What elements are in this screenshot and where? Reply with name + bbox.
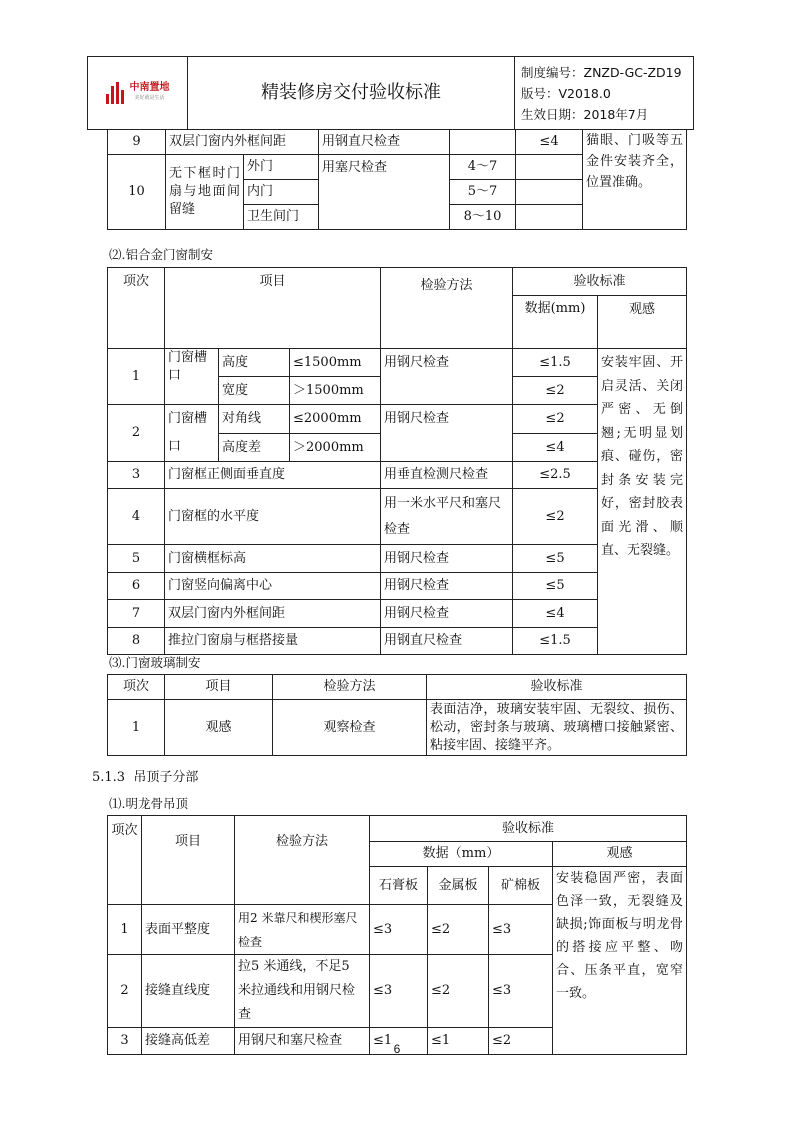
row-mineral: ≤2 [489,1028,553,1055]
header-no: 项次 [108,675,165,700]
row-sub-item: 宽度 [219,377,290,405]
page-number: 6 [393,1042,401,1056]
row-value: ≤4 [513,600,598,628]
row-item: 门窗框正侧面垂直度 [165,462,381,489]
row-item: 门窗竖向偏离中心 [165,573,381,600]
row-method: 用钢尺和塞尺检查 [235,1028,370,1055]
door-window-table-continued [107,129,687,230]
header-data: 数据（mm） [370,842,553,867]
row-sub-item: 对角线 [219,405,290,434]
row-standard: 表面洁净，玻璃安装牢固、无裂纹、损伤、松动，密封条与玻璃、玻璃槽口接触紧密、粘接牢固、接缝平齐。 [427,700,687,756]
row-method: 观察检查 [273,700,427,756]
row-method: 用垂直检测尺检查 [381,462,513,489]
row-item: 无下框时门扇与地面间留缝 [166,155,244,230]
section-caption: ⑵.铝合金门窗制安 [109,247,213,262]
effective-date: 生效日期：2018年7月 [521,106,649,122]
logo-mark-icon [106,82,126,104]
row-item: 门窗横框标高 [165,545,381,573]
header-method: 检验方法 [381,268,513,349]
header-no: 项次 [108,268,165,349]
section-caption: ⑶.门窗玻璃制安 [109,655,201,670]
header-item: 项目 [142,816,235,905]
window-glass-table [107,674,687,756]
row-no: 4 [108,489,165,545]
row-value: ≤4 [513,434,598,462]
company-logo [91,82,184,104]
row-no: 2 [108,955,142,1028]
row-method: 用钢尺检查 [381,405,513,462]
row-no: 5 [108,545,165,573]
row-method: 用钢直尺检查 [319,130,450,155]
row-metal: ≤1 [428,1028,489,1055]
document-header [87,56,694,130]
appearance-cell: 安装稳固严密，表面色泽一致，无裂缝及缺损;饰面板与明龙骨的搭接应平整、吻合、压条平直，宽窄一致。 [553,867,687,1055]
row-gypsum: ≤3 [370,955,428,1028]
row-value: ≤1.5 [513,628,598,655]
row-item: 观感 [165,700,273,756]
row-value: ≤4 [516,130,583,155]
row-value: 4～7 [450,155,516,180]
row-sub-item: 卫生间门 [244,205,319,230]
logo-cell [88,57,188,130]
row-gypsum: ≤3 [370,905,428,955]
ceiling-keel-table [107,815,687,1055]
appearance-cell: 安装牢固、开启灵活、关闭严密、无倒翘;无明显划痕、碰伤，密封条安装完好，密封胶表面光滑、顺直、无裂缝。 [598,349,687,655]
header-appearance: 观感 [553,842,687,867]
logo-slogan: 美好就是生活 [134,95,165,101]
appearance-cell: 猫眼、门吸等五金件安装齐全，位置准确。 [583,130,687,230]
row-condition: ＞2000mm [290,434,381,462]
row-method: 用一米水平尺和塞尺检查 [381,489,513,545]
header-standard: 验收标准 [513,268,687,296]
header-data: 数据(mm) [513,296,598,349]
header-gypsum: 石膏板 [370,867,428,905]
document-code: 制度编号：ZNZD-GC-ZD19 [521,64,682,80]
row-metal: ≤2 [428,955,489,1028]
row-no: 6 [108,573,165,600]
row-item: 双层门窗内外框间距 [166,130,319,155]
row-no: 2 [108,405,165,462]
header-method: 检验方法 [273,675,427,700]
header-standard: 验收标准 [427,675,687,700]
row-value: ≤5 [513,573,598,600]
row-value: ≤1.5 [513,349,598,377]
row-item: 接缝直线度 [142,955,235,1028]
row-item: 门窗槽口 [165,405,219,462]
row-item: 推拉门窗扇与框搭接量 [165,628,381,655]
row-value: 5～7 [450,180,516,205]
row-no: 1 [108,700,165,756]
row-value: ≤2.5 [513,462,598,489]
row-method: 用钢尺检查 [381,349,513,405]
document-title: 精装修房交付验收标准 [188,57,515,130]
row-method: 拉5 米通线，不足5 米拉通线和用钢尺检查 [235,955,370,1028]
row-mineral: ≤3 [489,905,553,955]
row-item: 双层门窗内外框间距 [165,600,381,628]
row-condition: ≤1500mm [290,349,381,377]
section-heading: 5.1.3 吊顶子分部 [92,770,199,785]
row-item: 门窗框的水平度 [165,489,381,545]
document-meta [515,57,694,130]
row-gypsum: ≤1 [370,1028,428,1055]
row-method: 用钢尺检查 [381,573,513,600]
row-method: 用2 米靠尺和楔形塞尺检查 [235,905,370,955]
row-metal: ≤2 [428,905,489,955]
row-no: 1 [108,349,165,405]
row-no: 10 [108,155,166,230]
row-value: ≤2 [513,377,598,405]
row-condition: ＞1500mm [290,377,381,405]
row-value: ≤2 [513,489,598,545]
row-sub-item: 内门 [244,180,319,205]
row-method: 用塞尺检查 [319,155,450,230]
row-value: 8～10 [450,205,516,230]
row-no: 9 [108,130,166,155]
section-caption: ⑴.明龙骨吊顶 [109,796,188,811]
document-version: 版号：V2018.0 [521,85,611,101]
header-metal: 金属板 [428,867,489,905]
row-item: 接缝高低差 [142,1028,235,1055]
row-value: ≤2 [513,405,598,434]
header-mineral: 矿棉板 [489,867,553,905]
row-condition: ≤2000mm [290,405,381,434]
logo-name: 中南置地 [129,82,170,93]
row-no: 3 [108,462,165,489]
header-item: 项目 [165,268,381,349]
row-sub-item: 外门 [244,155,319,180]
row-mineral: ≤3 [489,955,553,1028]
header-standard: 验收标准 [370,816,687,842]
row-no: 8 [108,628,165,655]
row-value: ≤5 [513,545,598,573]
row-no: 1 [108,905,142,955]
header-method: 检验方法 [235,816,370,905]
aluminum-window-table [107,267,687,655]
row-item: 表面平整度 [142,905,235,955]
row-method: 用钢尺检查 [381,600,513,628]
header-appearance: 观感 [598,296,687,349]
row-item: 门窗槽口 [165,349,219,405]
header-no: 项次 [108,816,142,905]
row-no: 3 [108,1028,142,1055]
header-item: 项目 [165,675,273,700]
row-sub-item: 高度 [219,349,290,377]
row-method: 用钢尺检查 [381,545,513,573]
row-no: 7 [108,600,165,628]
row-method: 用钢直尺检查 [381,628,513,655]
row-sub-item: 高度差 [219,434,290,462]
